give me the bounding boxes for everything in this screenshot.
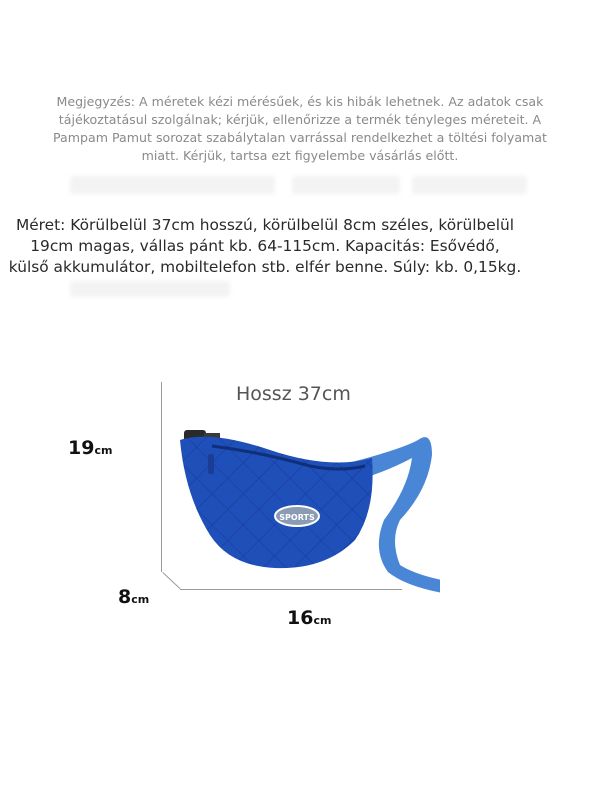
height-unit: cm [94,444,113,457]
spec-line: Méret: Körülbelül 37cm hosszú, körülbelül 8cm széles, körülbelül [15,216,515,234]
width-value: 16 [287,607,314,629]
depth-value: 8 [118,586,132,608]
width-dimension [287,607,331,629]
width-unit: cm [313,614,332,627]
faded-placeholder [70,176,275,194]
note-line: Pampam Pamut sorozat szabálytalan varrással rendelkezhet a töltési folyamat [53,130,547,145]
note-line: tájékoztatásul szolgálnak; kérjük, ellenőrizze a termék tényleges méreteit. A [58,112,542,127]
depth-unit: cm [131,593,150,606]
spec-line: külső akkumulátor, mobiltelefon stb. elfér benne. Súly: kb. 0,15kg. [8,258,522,276]
spec-line: 19cm magas, vállas pánt kb. 64-115cm. Kapacitás: Esővédő, [30,237,500,255]
faded-placeholder [412,176,527,194]
faded-placeholder [292,176,400,194]
height-dimension [68,437,112,459]
measurement-note [20,93,580,165]
depth-dimension [118,586,149,608]
badge-text: SPORTS [279,513,315,522]
waist-bag-image [150,400,440,600]
zipper-pull [208,454,214,474]
length-label: Hossz 37cm [236,383,351,405]
height-value: 19 [68,437,95,459]
note-line: Megjegyzés: A méretek kézi mérésűek, és kis hibák lehetnek. Az adatok csak [56,94,544,109]
faded-placeholder [70,281,230,297]
product-specification [0,215,530,278]
note-line: miatt. Kérjük, tartsa ezt figyelembe vásárlás előtt. [141,148,459,163]
